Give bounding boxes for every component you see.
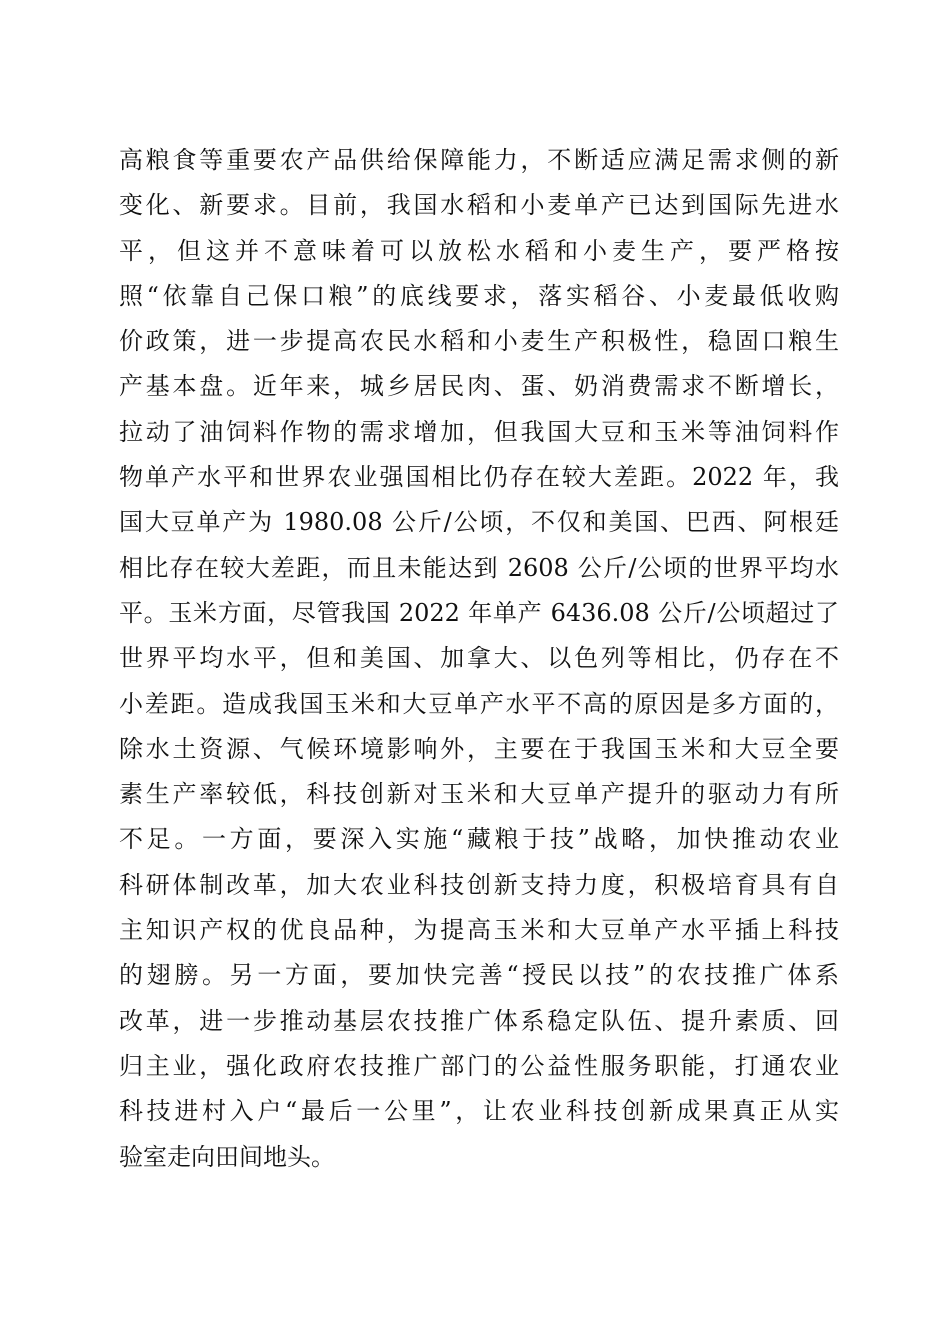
text-line: 除水土资源、气候环境影响外，主要在于我国玉米和大豆全要 [119, 734, 839, 763]
text-line: 科技进村入户“最后一公里”，让农业科技创新成果真正从实 [119, 1097, 839, 1126]
text-line: 世界平均水平，但和美国、加拿大、以色列等相比，仍存在不 [119, 644, 839, 673]
text-line: 平。玉米方面，尽管我国 2022 年单产 6436.08 公斤/公顷超过了 [119, 598, 839, 627]
text-line: 归主业，强化政府农技推广部门的公益性服务职能，打通农业 [119, 1051, 839, 1080]
text-line: 变化、新要求。目前，我国水稻和小麦单产已达到国际先进水 [119, 191, 839, 220]
text-line: 拉动了油饲料作物的需求增加，但我国大豆和玉米等油饲料作 [119, 417, 839, 446]
text-line: 物单产水平和世界农业强国相比仍存在较大差距。2022 年，我 [119, 463, 839, 492]
body-paragraph [119, 138, 839, 1180]
text-line: 照“依靠自己保口粮”的底线要求，落实稻谷、小麦最低收购 [119, 281, 839, 310]
text-line: 产基本盘。近年来，城乡居民肉、蛋、奶消费需求不断增长， [119, 372, 839, 401]
text-line: 改革，进一步推动基层农技推广体系稳定队伍、提升素质、回 [119, 1006, 839, 1035]
text-line: 高粮食等重要农产品供给保障能力，不断适应满足需求侧的新 [119, 146, 839, 174]
text-line: 素生产率较低，科技创新对玉米和大豆单产提升的驱动力有所 [119, 780, 839, 809]
text-line: 小差距。造成我国玉米和大豆单产水平不高的原因是多方面的， [119, 689, 839, 718]
text-line: 不足。一方面，要深入实施“藏粮于技”战略，加快推动农业 [119, 825, 839, 854]
text-line: 的翅膀。另一方面，要加快完善“授民以技”的农技推广体系 [119, 961, 839, 990]
text-line: 国大豆单产为 1980.08 公斤/公顷，不仅和美国、巴西、阿根廷 [119, 508, 839, 537]
text-line: 相比存在较大差距，而且未能达到 2608 公斤/公顷的世界平均水 [119, 553, 839, 582]
text-line: 价政策，进一步提高农民水稻和小麦生产积极性，稳固口粮生 [119, 327, 839, 356]
text-line: 验室走向田间地头。 [119, 1142, 335, 1171]
text-line: 科研体制改革，加大农业科技创新支持力度，积极培育具有自 [119, 870, 839, 899]
text-line: 平，但这并不意味着可以放松水稻和小麦生产，要严格按 [119, 236, 839, 265]
text-line: 主知识产权的优良品种，为提高玉米和大豆单产水平插上科技 [119, 916, 839, 945]
